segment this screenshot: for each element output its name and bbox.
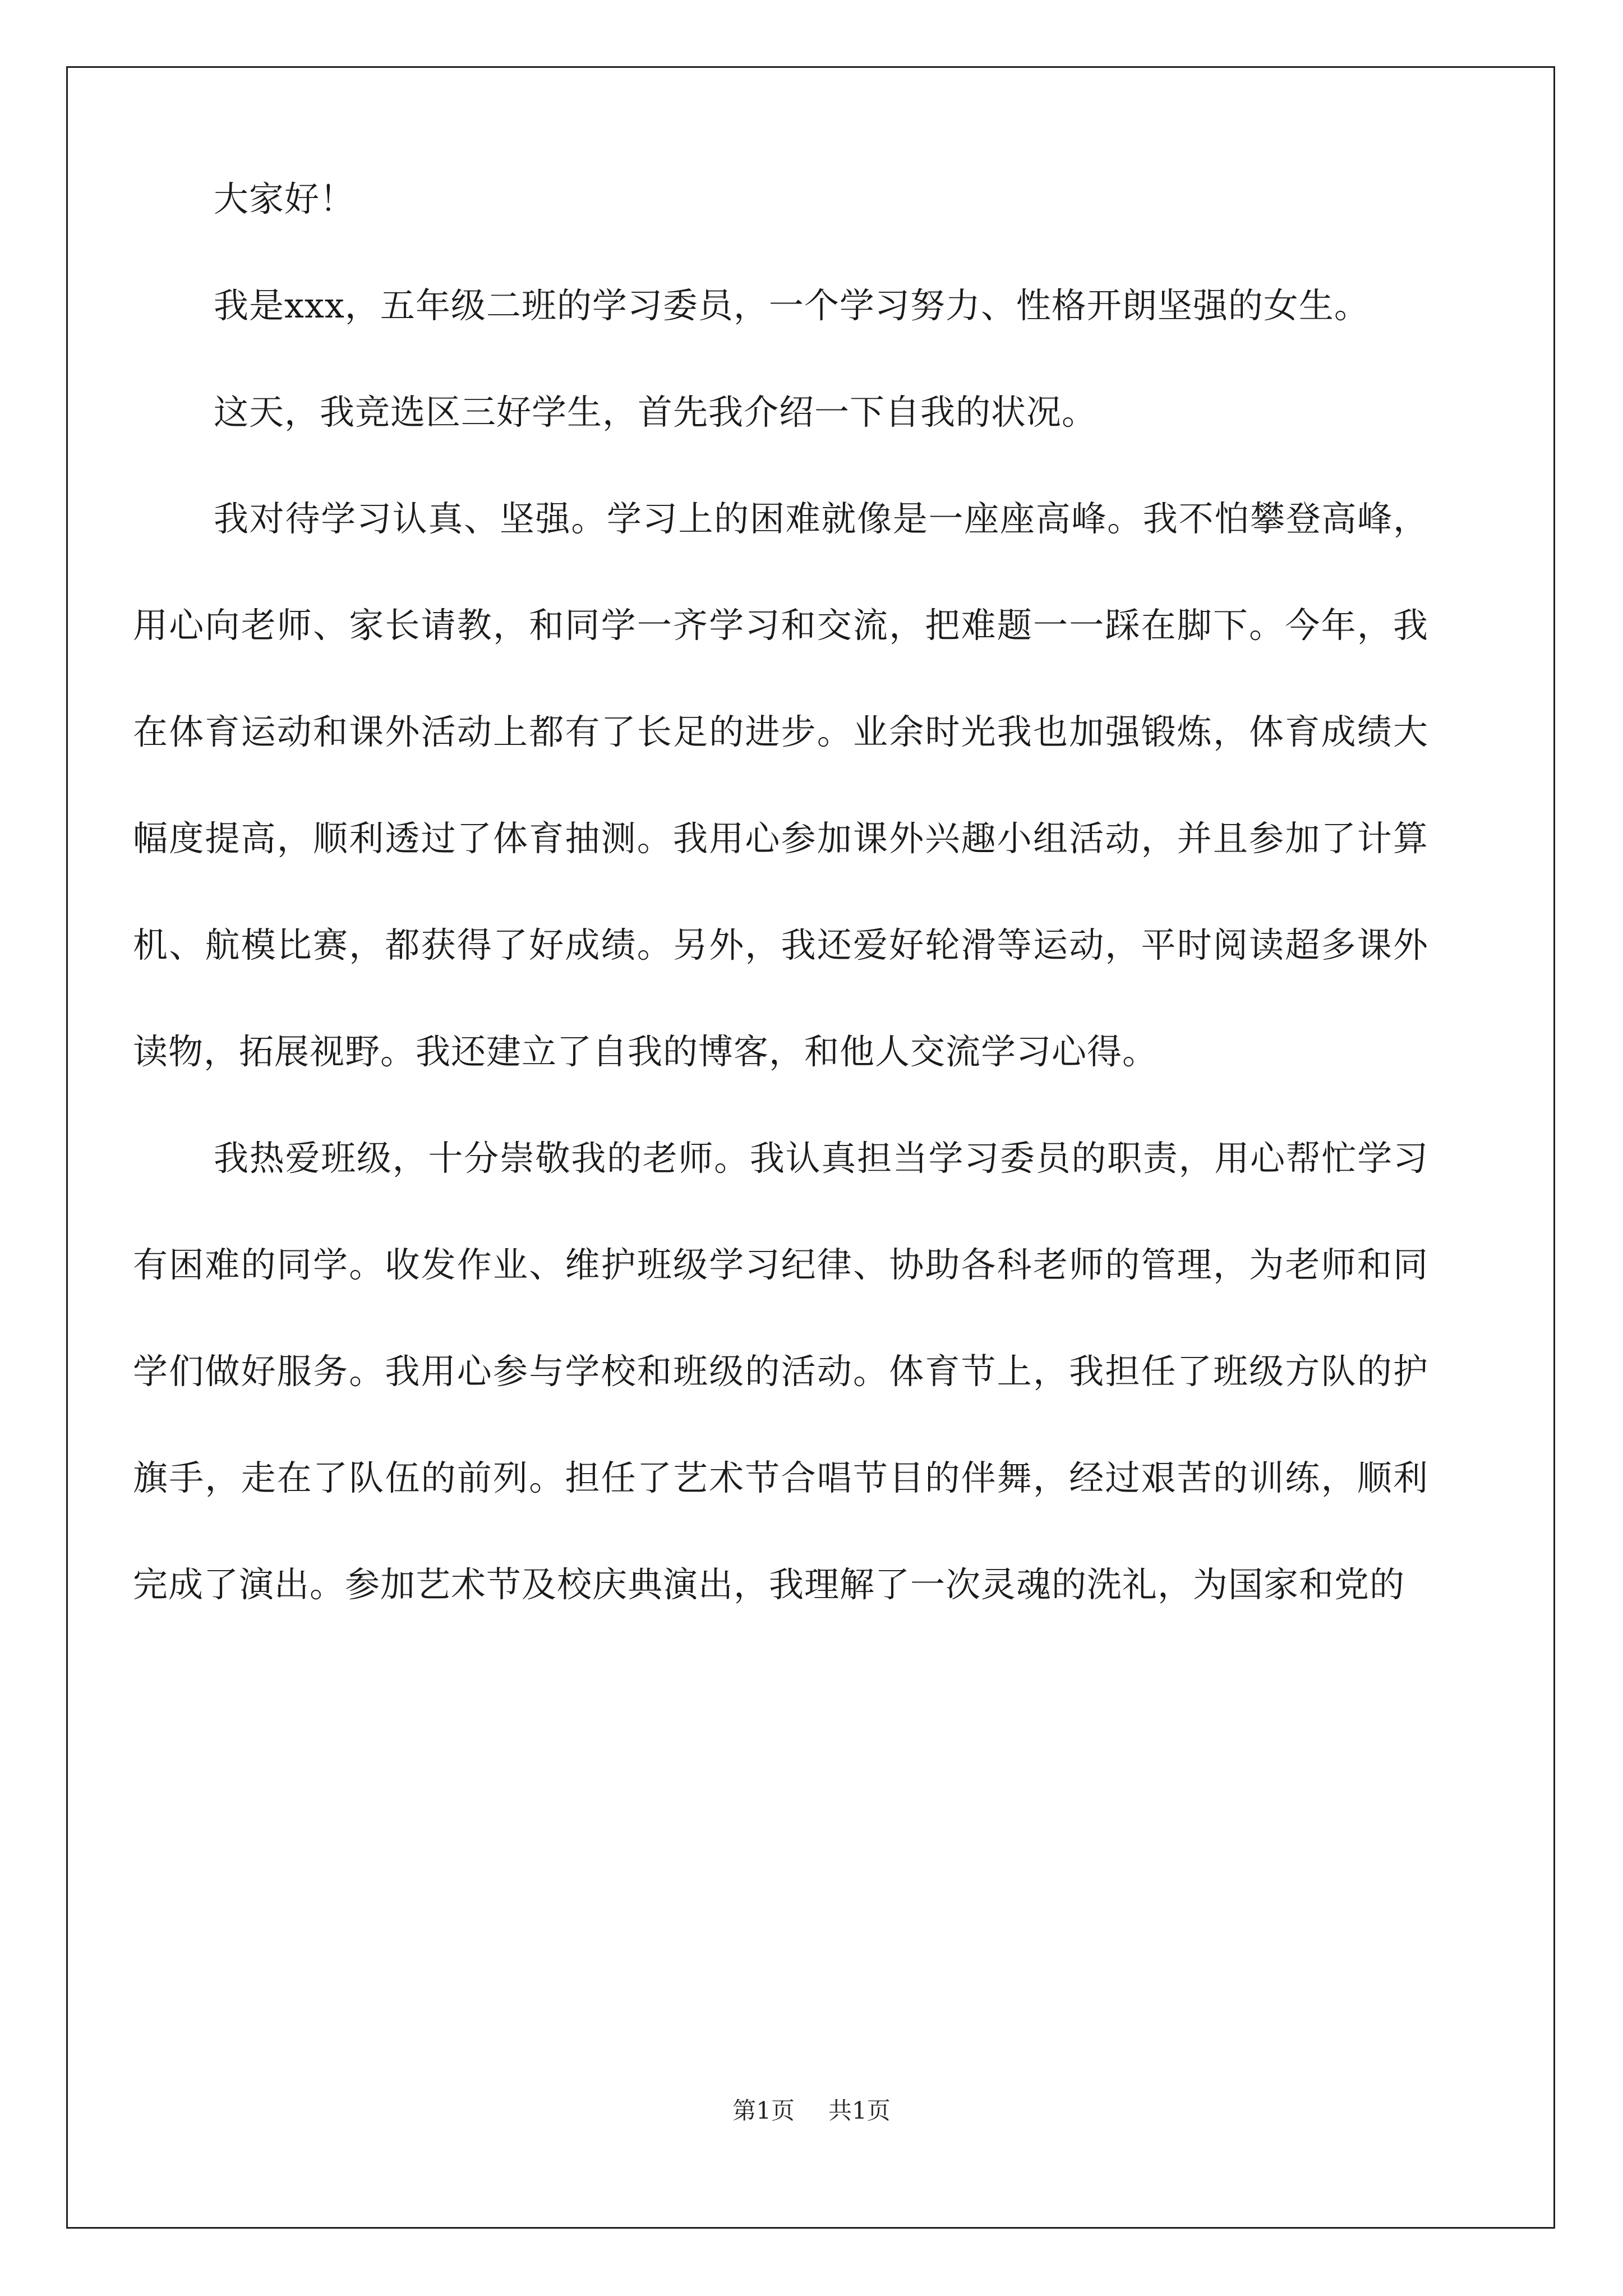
page-number: 第1页: [732, 2097, 795, 2124]
page-footer: [0, 2092, 1623, 2126]
document-body: [133, 146, 1428, 1638]
paragraph-introduction: 我是xxx，五年级二班的学习委员，一个学习努力、性格开朗坚强的女生。: [214, 285, 1370, 326]
page-total: 共1页: [828, 2097, 891, 2124]
paragraph-study: 我对待学习认真、坚强。学习上的困难就像是一座座高峰。我不怕攀登高峰，用心向老师、家长请教，和同学一齐学习和交流，把难题一一踩在脚下。今年，我在体育运动和课外活动上都有了长足的进步。业余时光我也加强锻炼，体育成绩大幅度提高，顺利透过了体育抽测。我用心参加课外兴趣小组活动，并且参加了计算机、航模比赛，都获得了好成绩。另外，我还爱好轮滑等运动，平时阅读超多课外读物，拓展视野。我还建立了自我的博客，和他人交流学习心得。: [133, 498, 1428, 1072]
paragraph-greeting: 大家好！: [214, 178, 356, 219]
paragraph-purpose: 这天，我竞选区三好学生，首先我介绍一下自我的状况。: [214, 392, 1098, 432]
paragraph-class-service: 我热爱班级，十分崇敬我的老师。我认真担当学习委员的职责，用心帮忙学习有困难的同学。收发作业、维护班级学习纪律、协助各科老师的管理，为老师和同学们做好服务。我用心参与学校和班级的活动。体育节上，我担任了班级方队的护旗手，走在了队伍的前列。担任了艺术节合唱节目的伴舞，经过艰苦的训练，顺利完成了演出。参加艺术节及校庆典演出，我理解了一次灵魂的洗礼，为国家和党的: [133, 1138, 1428, 1605]
